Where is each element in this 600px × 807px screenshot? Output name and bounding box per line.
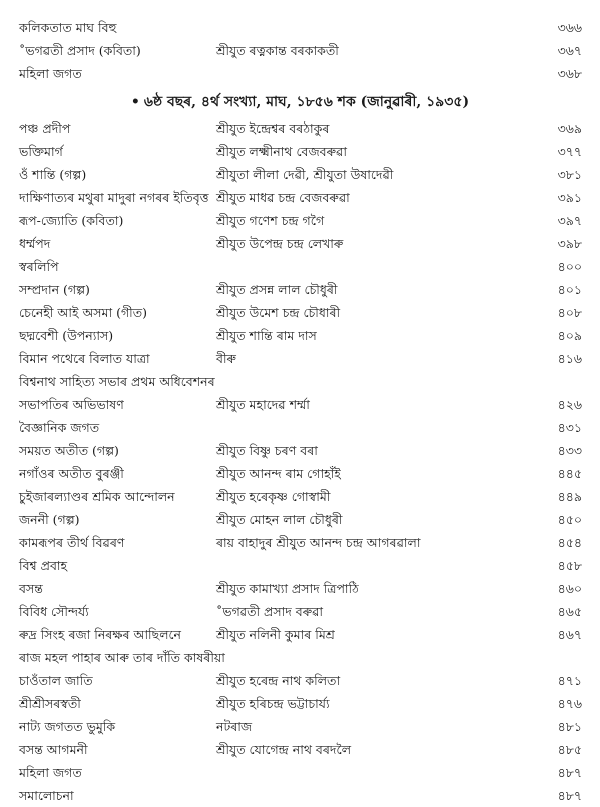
entry-page: ৪৫০ xyxy=(557,512,582,527)
toc-row xyxy=(0,486,600,508)
entry-title: সম্প্ৰদান (গল্প) xyxy=(19,282,90,297)
entry-page: ৪০৯ xyxy=(557,328,582,343)
entry-page: ৪৫৮ xyxy=(557,558,582,573)
toc-row xyxy=(0,279,600,301)
toc-row xyxy=(0,463,600,485)
entry-title: বিবিধ সৌন্দৰ্য্য xyxy=(19,604,89,619)
entry-author: শ্ৰীযুত যোগেন্দ্ৰ নাথ বৰদলৈ xyxy=(216,742,352,757)
entry-title: মহিলা জগত xyxy=(19,66,82,81)
entry-title: ছদ্মবেশী (উপন্যাস) xyxy=(19,328,114,343)
entry-page: ৩৬৬ xyxy=(557,20,582,35)
entry-author: নটৰাজ xyxy=(216,719,253,734)
entry-page: ৪৮১ xyxy=(557,719,582,734)
entry-title: কামৰূপৰ তীৰ্থ বিৱৰণ xyxy=(19,535,125,550)
entry-page: ৩৬৮ xyxy=(557,66,582,81)
toc-row xyxy=(0,762,600,784)
entry-author: শ্ৰীযুত হৰিচন্দ্ৰ ভট্টাচাৰ্য্য xyxy=(216,696,330,711)
toc-row xyxy=(0,440,600,462)
toc-row xyxy=(0,509,600,531)
entry-title: পঞ্চ প্ৰদীপ xyxy=(19,121,71,136)
entry-author: শ্ৰীযুত মাধৱ চন্দ্ৰ বেজবৰুৱা xyxy=(216,190,350,205)
entry-author: শ্ৰীযুত শান্তি ৰাম দাস xyxy=(216,328,317,343)
toc-row xyxy=(0,371,600,393)
entry-title: ভক্তিমাৰ্গ xyxy=(19,144,63,159)
entry-title: বিশ্বনাথ সাহিত্য সভাৰ প্ৰথম অধিবেশনৰ xyxy=(19,374,215,389)
entry-author: শ্ৰীযুত মহাদেৱ শৰ্ম্মা xyxy=(216,397,310,412)
entry-title: ৰুদ্ৰ সিংহ ৰজা নিৰক্ষৰ আছিলনে xyxy=(19,627,182,642)
entry-page: ৪৩১ xyxy=(557,420,582,435)
toc-row xyxy=(0,739,600,761)
entry-title: সভাপতিৰ অভিভাষণ xyxy=(19,397,124,412)
entry-author: শ্ৰীযুত মোহন লাল চৌধুৰী xyxy=(216,512,343,527)
toc-row xyxy=(0,601,600,623)
toc-row xyxy=(0,394,600,416)
entry-page: ৪৭১ xyxy=(557,673,582,688)
entry-page: ৪৮৭ xyxy=(557,788,582,803)
entry-title: ওঁ শান্তি (গল্প) xyxy=(19,167,87,182)
entry-page: ৪০০ xyxy=(557,259,582,274)
entry-page: ৪০৮ xyxy=(557,305,582,320)
entry-page: ৪৬৫ xyxy=(557,604,582,619)
toc-row xyxy=(0,532,600,554)
entry-author: শ্ৰীযুত ইন্দ্ৰেশ্বৰ বৰঠাকুৰ xyxy=(216,121,330,136)
entry-title: ˚ভগৱতী প্ৰসাদ (কবিতা) xyxy=(19,43,141,58)
entry-title: চেনেহী আই অসমা (গীত) xyxy=(19,305,147,320)
entry-page: ৪১৬ xyxy=(557,351,582,366)
entry-title: বিশ্ব প্ৰবাহ xyxy=(19,558,68,573)
entry-author: শ্ৰীযুত আনন্দ ৰাম গোহাঁই xyxy=(216,466,341,481)
entry-title: ৰাজ মহল পাহাৰ আৰু তাৰ দাঁতি কাষৰীয়া xyxy=(19,650,225,665)
entry-page: ৪৪৫ xyxy=(557,466,582,481)
toc-row xyxy=(0,785,600,807)
toc-row xyxy=(0,302,600,324)
entry-title: শ্ৰীশ্ৰীসৰস্বতী xyxy=(19,696,81,711)
entry-title: বৈজ্ঞানিক জগত xyxy=(19,420,100,435)
entry-title: বসন্ত আগমনী xyxy=(19,742,88,757)
entry-page: ৩৯৭ xyxy=(557,213,582,228)
entry-author: শ্ৰীযুত কামাখ্যা প্ৰসাদ ত্ৰিপাঠি xyxy=(216,581,359,596)
entry-title: চাওঁতাল জাতি xyxy=(19,673,93,688)
toc-row xyxy=(0,164,600,186)
entry-title: ধৰ্ম্মপদ xyxy=(19,236,51,251)
entry-page: ৩৯১ xyxy=(557,190,582,205)
entry-title: দাক্ষিণাত্যৰ মথুৰা মাদুৰা নগৰৰ ইতিবৃত্ত xyxy=(19,190,209,205)
entry-author: শ্ৰীযুত লক্ষ্মীনাথ বেজবৰুৱা xyxy=(216,144,347,159)
entry-title: মহিলা জগত xyxy=(19,765,82,780)
toc-row xyxy=(0,256,600,278)
entry-page: ৩৬৯ xyxy=(557,121,582,136)
entry-title: জননী (গল্প) xyxy=(19,512,80,527)
entry-page: ৪৬৭ xyxy=(557,627,582,642)
toc-row xyxy=(0,647,600,669)
entry-title: বসন্ত xyxy=(19,581,43,596)
toc-row xyxy=(0,348,600,370)
entry-page: ৪০১ xyxy=(557,282,582,297)
entry-author: শ্ৰীযুত প্ৰসন্ন লাল চৌধুৰী xyxy=(216,282,338,297)
entry-title: নাট্য জগতত ভুমুকি xyxy=(19,719,116,734)
toc-row xyxy=(0,40,600,62)
toc-row xyxy=(0,417,600,439)
toc-row xyxy=(0,555,600,577)
bullet-icon: • xyxy=(130,94,140,110)
entry-page: ৪৫৪ xyxy=(557,535,582,550)
toc-row xyxy=(0,17,600,39)
entry-title: স্বৰলিপি xyxy=(19,259,59,274)
toc-row xyxy=(0,210,600,232)
toc-row xyxy=(0,716,600,738)
entry-title: নগাঁওৰ অতীত বুৰঞ্জী xyxy=(19,466,124,481)
entry-title: ৰূপ-জ্যোতি (কবিতা) xyxy=(19,213,124,228)
entry-author: শ্ৰীযুত উপেন্দ্ৰ চন্দ্ৰ লেখাৰু xyxy=(216,236,344,251)
toc-row xyxy=(0,233,600,255)
toc-row xyxy=(0,670,600,692)
toc-row xyxy=(0,578,600,600)
toc-row xyxy=(0,187,600,209)
toc-row xyxy=(0,693,600,715)
entry-title: বিমান পথেৰে বিলাত যাত্ৰা xyxy=(19,351,150,366)
entry-page: ৩৭৭ xyxy=(557,144,582,159)
entry-page: ৪৮৫ xyxy=(557,742,582,757)
issue-header-text: ৬ষ্ঠ বছৰ, ৪ৰ্থ সংখ্যা, মাঘ, ১৮৫৬ শক (জানুৱাৰী, ১৯৩৫) xyxy=(143,94,470,110)
entry-author: শ্ৰীযুতা লীলা দেৱী, শ্ৰীযুতা উষাদেৱী xyxy=(216,167,394,182)
entry-page: ৩৯৮ xyxy=(557,236,582,251)
entry-author: শ্ৰীযুত ৰত্নকান্ত বৰকাকতী xyxy=(216,43,339,58)
entry-title: সময়ত অতীত (গল্প) xyxy=(19,443,119,458)
entry-author: বীৰু xyxy=(216,351,236,366)
entry-page: ৪৬০ xyxy=(557,581,582,596)
entry-page: ৪২৬ xyxy=(557,397,582,412)
entry-title: চুইজাৰল্যাণ্ডৰ শ্ৰমিক আন্দোলন xyxy=(19,489,175,504)
entry-author: শ্ৰীযুত হৰেন্দ্ৰ নাথ কলিতা xyxy=(216,673,341,688)
entry-author: শ্ৰীযুত হৰেকৃষ্ণ গোস্বামী xyxy=(216,489,331,504)
toc-row xyxy=(0,325,600,347)
entry-page: ৪৩৩ xyxy=(557,443,582,458)
entry-page: ৪৮৭ xyxy=(557,765,582,780)
entry-page: ৩৮১ xyxy=(557,167,582,182)
entry-author: ˚ভগৱতী প্ৰসাদ বৰুৱা xyxy=(216,604,324,619)
entry-page: ৪৪৯ xyxy=(557,489,582,504)
entry-title: সমালোচনা xyxy=(19,788,74,803)
entry-author: শ্ৰীযুত উমেশ চন্দ্ৰ চৌধাৰী xyxy=(216,305,341,320)
toc-row xyxy=(0,624,600,646)
entry-author: শ্ৰীযুত নলিনী কুমাৰ মিশ্ৰ xyxy=(216,627,335,642)
entry-title: কলিকতাত মাঘ বিহু xyxy=(19,20,117,35)
toc-row xyxy=(0,141,600,163)
entry-author: শ্ৰীযুত বিষ্ণু চৰণ বৰা xyxy=(216,443,318,458)
issue-header xyxy=(0,91,600,113)
toc-row xyxy=(0,63,600,85)
entry-page: ৩৬৭ xyxy=(557,43,582,58)
entry-page: ৪৭৬ xyxy=(557,696,582,711)
entry-author: শ্ৰীযুত গণেশ চন্দ্ৰ গগৈ xyxy=(216,213,325,228)
entry-author: ৰায় বাহাদুৰ শ্ৰীযুত আনন্দ চন্দ্ৰ আগৰৱালা xyxy=(216,535,421,550)
toc-row xyxy=(0,118,600,140)
